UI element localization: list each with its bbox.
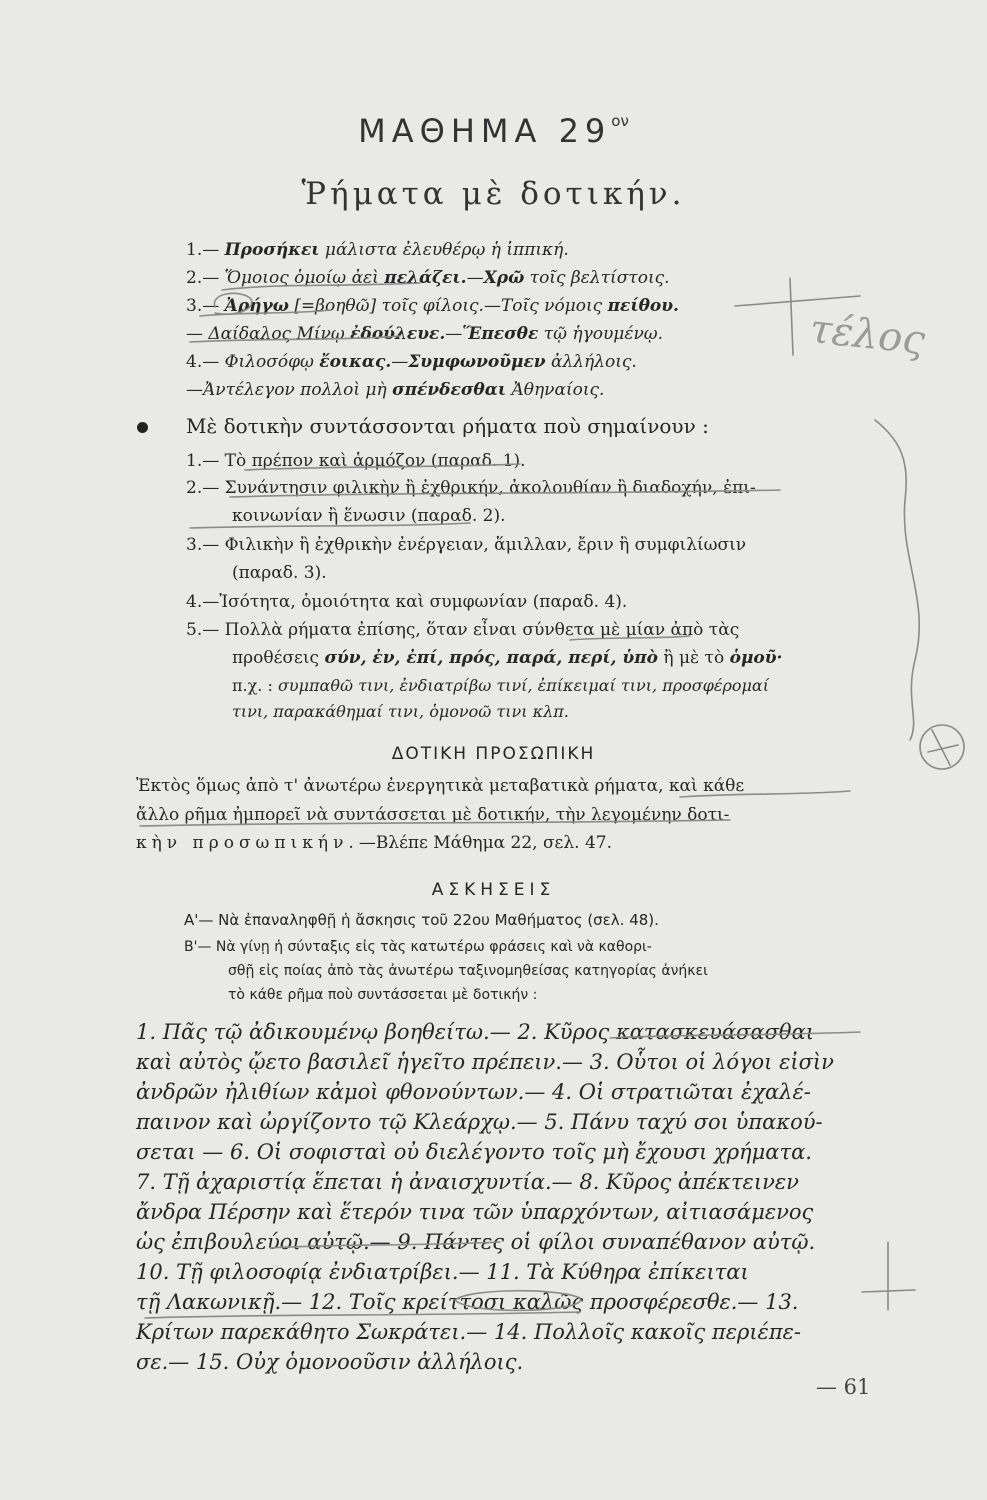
- bullet-dot: [137, 422, 148, 433]
- exercise-line-6: 7. Τῇ ἀχαριστίᾳ ἕπεται ἡ ἀναισχυντία.— 8. Κῦρος ἀπέκτεινεν: [136, 1170, 799, 1194]
- rule-item-2a: 2.— Συνάντησιν φιλικὴν ἢ ἐχθρικήν, ἀκολουθίαν ἢ διαδοχήν, ἐπι-: [186, 478, 756, 498]
- example-line-1: 1.— Προσήκει μάλιστα ἐλευθέρῳ ἡ ἱππική.: [186, 240, 569, 260]
- example-line-4: — Δαίδαλος Μίνῳ ἐδούλευε.—Ἕπεσθε τῷ ἡγουμένῳ.: [186, 324, 664, 344]
- example-line-3: 3.— Ἀρήγω [=βοηθῶ] τοῖς φίλοις.—Τοῖς νόμοις πείθου.: [186, 296, 679, 316]
- exercise-b-line-1: Β'— Νὰ γίνῃ ἡ σύνταξις εἰς τὰς κατωτέρω φράσεις καὶ νὰ καθορι-: [184, 939, 652, 955]
- exercise-line-5: σεται — 6. Οἱ σοφισταὶ οὐ διελέγοντο τοῖς μὴ ἔχουσι χρήματα.: [136, 1140, 812, 1164]
- dative-para-2: ἄλλο ρῆμα ἠμπορεῖ νὰ συντάσσεται μὲ δοτικήν, τὴν λεγομένην δοτι-: [136, 805, 730, 825]
- exercise-line-8: ὡς ἐπιβουλεύοι αὐτῷ.— 9. Πάντες οἱ φίλοι συναπέθανον αὐτῷ.: [136, 1230, 816, 1254]
- lesson-subtitle: Ῥήματα μὲ δοτικήν.: [301, 176, 686, 212]
- rule-item-5a: 5.— Πολλὰ ρήματα ἐπίσης, ὅταν εἶναι σύνθετα μὲ μίαν ἀπὸ τὰς: [186, 620, 740, 640]
- example-line-5: 4.— Φιλοσόφῳ ἔοικας.—Συμφωνοῦμεν ἀλλήλοις.: [186, 352, 637, 372]
- rule-item-5b: προθέσεις σύν, ἐν, ἐπί, πρός, παρά, περί, ὑπὸ ἢ μὲ τὸ ὁμοῦ·: [232, 648, 783, 668]
- rule-item-2b: κοινωνίαν ἢ ἕνωσιν (παραδ. 2).: [232, 506, 506, 526]
- cross-mark: [862, 1290, 915, 1292]
- rule-item-3a: 3.— Φιλικὴν ἢ ἐχθρικὴν ἐνέργειαν, ἅμιλλαν, ἔριν ἢ συμφιλίωσιν: [186, 535, 747, 555]
- example-line-2: 2.— Ὅμοιος ὁμοίῳ ἀεὶ πελάζει.—Χρῶ τοῖς βελτίστοις.: [186, 268, 670, 288]
- exercise-line-1: 1. Πᾶς τῷ ἀδικουμένῳ βοηθείτω.— 2. Κῦρος κατασκευάσασθαι: [136, 1020, 814, 1044]
- exercise-line-9: 10. Τῇ φιλοσοφίᾳ ἐνδιατρίβει.— 11. Τὰ Κύθηρα ἐπίκειται: [136, 1260, 749, 1284]
- example-line-6: —Ἀντέλεγον πολλοὶ μὴ σπένδεσθαι Ἀθηναίοις.: [186, 380, 605, 400]
- cross-mark: [790, 278, 793, 355]
- rule-item-5d: τινι, παρακάθημαί τινι, ὁμονοῶ τινι κλπ.: [232, 702, 569, 721]
- cross-mark: [735, 296, 860, 306]
- exercise-line-4: παινον καὶ ὠργίζοντο τῷ Κλεάρχῳ.— 5. Πάνυ ταχύ σοι ὑπακού-: [136, 1110, 823, 1134]
- rule-item-3b: (παραδ. 3).: [232, 563, 327, 583]
- exercise-a: Α'— Νὰ ἐπαναληφθῇ ἡ ἄσκησις τοῦ 22ου Μαθήματος (σελ. 48).: [184, 911, 659, 929]
- rule-item-1: 1.— Τὸ πρέπον καὶ ἁρμόζον (παραδ. 1).: [186, 451, 526, 471]
- exercise-line-10: τῇ Λακωνικῇ.— 12. Τοῖς κρείττοσι καλῶς προσφέρεσθε.— 13.: [136, 1290, 799, 1314]
- exercise-line-3: ἀνδρῶν ἠλιθίων κἀμοὶ φθονούντων.— 4. Οἱ στρατιῶται ἐχαλέ-: [136, 1080, 811, 1104]
- rule-intro: Μὲ δοτικὴν συντάσσονται ρήματα ποὺ σημαίνουν :: [186, 414, 709, 438]
- bracket-mark: [875, 420, 919, 740]
- exercise-line-2: καὶ αὐτὸς ᾤετο βασιλεῖ ἡγεῖτο πρέπειν.— 3. Οὗτοι οἱ λόγοι εἰσὶν: [136, 1050, 834, 1074]
- exercise-line-12: σε.— 15. Οὐχ ὁμονοοῦσιν ἀλλήλοις.: [136, 1350, 524, 1374]
- exercise-line-7: ἄνδρα Πέρσην καὶ ἕτερόν τινα τῶν ὑπαρχόντων, αἰτιασάμενος: [136, 1200, 814, 1224]
- dative-heading: ΔΟΤΙΚΗ ΠΡΟΣΩΠΙΚΗ: [391, 744, 596, 764]
- lesson-title: ΜΑΘΗΜΑ $29^{o\nu}$: [358, 112, 629, 150]
- exercise-b-line-3: τὸ κάθε ρῆμα ποὺ συντάσσεται μὲ δοτικήν :: [228, 987, 538, 1003]
- dative-para-1: Ἐκτὸς ὅμως ἀπὸ τ' ἀνωτέρω ἐνεργητικὰ μεταβατικὰ ρήματα, καὶ κάθε: [136, 776, 745, 796]
- rule-item-4: 4.—Ἰσότητα, ὁμοιότητα καὶ συμφωνίαν (παραδ. 4).: [186, 592, 628, 612]
- handwritten-margin-note: τέλος: [807, 305, 928, 364]
- lesson-title-suffix: ον: [611, 112, 629, 130]
- dative-para-3: κὴν προσωπικήν.—Βλέπε Μάθημα 22, σελ. 47.: [136, 833, 612, 853]
- exercise-line-11: Κρίτων παρεκάθητο Σωκράτει.— 14. Πολλοῖς κακοῖς περιέπε-: [136, 1320, 801, 1344]
- exercises-heading: ΑΣΚΗΣΕΙΣ: [431, 880, 556, 900]
- page-number: — 61: [816, 1375, 871, 1399]
- rule-item-5c: π.χ. : συμπαθῶ τινι, ἐνδιατρίβω τινί, ἐπίκειμαί τινι, προσφέρομαί: [232, 676, 769, 695]
- exercise-b-line-2: σθῇ εἰς ποίας ἀπὸ τὰς ἀνωτέρω ταξινομηθείσας κατηγορίας ἀνήκει: [228, 963, 708, 979]
